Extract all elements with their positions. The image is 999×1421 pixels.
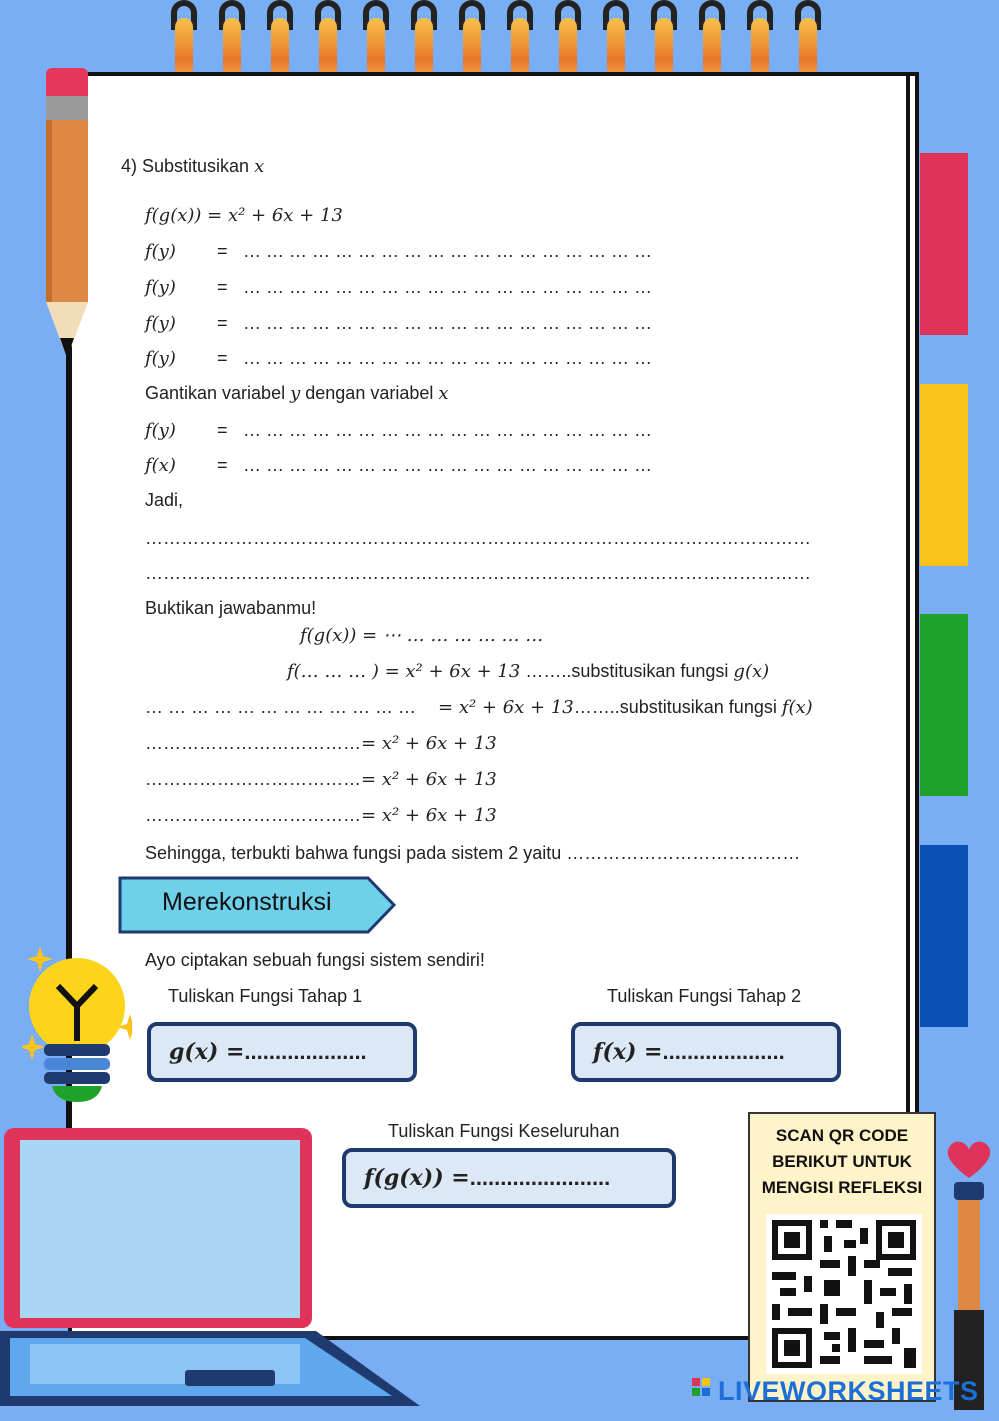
- given-function: f(g(x)) = x² + 6x + 13: [145, 205, 343, 226]
- liveworksheets-logo[interactable]: LIVEWORKSHEETS: [718, 1376, 979, 1406]
- function-input-g[interactable]: g(x) = ....................: [147, 1022, 417, 1082]
- notebook-ring-icon: [363, 0, 389, 80]
- notebook-ring-icon: [651, 0, 677, 80]
- notebook-ring-icon: [795, 0, 821, 80]
- index-tab-blue: [920, 845, 968, 1027]
- answer-line: …………………………………………………………………………………………………: [145, 528, 811, 548]
- proof-line: ………………………………= x² + 6x + 13: [145, 769, 497, 790]
- function-input-f[interactable]: f(x) = ....................: [571, 1022, 841, 1082]
- qr-caption-line: MENGISI REFLEKSI: [761, 1178, 923, 1197]
- label-stage-1: Tuliskan Fungsi Tahap 1: [168, 986, 363, 1006]
- work-line: f(y) = … … … … … … … … … … … … … … … … … …: [145, 348, 653, 369]
- notebook-ring-icon: [699, 0, 725, 80]
- pencil-icon: [46, 68, 88, 358]
- proof-line-2: f(… … … ) = x² + 6x + 13 ……..substitusikan fungsi g(x): [287, 661, 770, 682]
- laptop-icon: [0, 1126, 420, 1416]
- qr-caption-line: SCAN QR CODE: [775, 1126, 909, 1145]
- notebook-ring-icon: [171, 0, 197, 80]
- create-prompt: Ayo ciptakan sebuah fungsi sistem sendiri!: [145, 950, 485, 970]
- notebook-ring-icon: [555, 0, 581, 80]
- jadi-label: Jadi,: [145, 490, 184, 510]
- work-line: f(y) = … … … … … … … … … … … … … … … … … …: [145, 277, 653, 298]
- notebook-ring-icon: [459, 0, 485, 80]
- label-stage-2: Tuliskan Fungsi Tahap 2: [607, 986, 802, 1006]
- notebook-ring-icon: [219, 0, 245, 80]
- notebook-ring-icon: [315, 0, 341, 80]
- proof-line-3: … … … … … … … … … … … … = x² + 6x + 13……..substitusikan fungsi f(x): [145, 697, 813, 718]
- notebook-ring-icon: [267, 0, 293, 80]
- qr-card: [748, 1112, 936, 1402]
- heart-brush-icon: [940, 1140, 990, 1410]
- work-line: f(x) = … … … … … … … … … … … … … … … … … …: [145, 455, 653, 476]
- proof-title: Buktikan jawabanmu!: [145, 598, 317, 618]
- function-input-fg[interactable]: f(g(x)) = .......................: [342, 1148, 676, 1208]
- notebook-ring-icon: [507, 0, 533, 80]
- notebook-ring-icon: [603, 0, 629, 80]
- qr-code-icon[interactable]: [766, 1214, 922, 1374]
- replace-instruction: Gantikan variabel y dengan variabel x: [145, 383, 449, 404]
- label-overall: Tuliskan Fungsi Keseluruhan: [388, 1121, 620, 1141]
- proof-line: ………………………………= x² + 6x + 13: [145, 733, 497, 754]
- step4-heading: 4) Substitusikan x: [121, 156, 265, 177]
- index-tab-red: [920, 153, 968, 335]
- proof-line: ………………………………= x² + 6x + 13: [145, 805, 497, 826]
- work-line: f(y) = … … … … … … … … … … … … … … … … … …: [145, 420, 653, 441]
- proof-line-1: f(g(x)) = ⋯ … … … … … …: [300, 625, 544, 646]
- section-banner: [118, 876, 398, 934]
- proof-conclusion: Sehingga, terbukti bahwa fungsi pada sistem 2 yaitu …………………………………: [145, 843, 801, 863]
- work-line: f(y) = … … … … … … … … … … … … … … … … … …: [145, 241, 653, 262]
- lightbulb-icon: [22, 946, 132, 1106]
- section-title: Merekonstruksi: [162, 888, 332, 916]
- index-tab-green: [920, 614, 968, 796]
- work-line: f(y) = … … … … … … … … … … … … … … … … … …: [145, 313, 653, 334]
- liveworksheets-logo-icon: [692, 1378, 718, 1402]
- answer-line: …………………………………………………………………………………………………: [145, 563, 811, 583]
- notebook-ring-icon: [411, 0, 437, 80]
- notebook-ring-icon: [747, 0, 773, 80]
- qr-caption-line: BERIKUT UNTUK: [772, 1152, 912, 1171]
- index-tab-yellow: [920, 384, 968, 566]
